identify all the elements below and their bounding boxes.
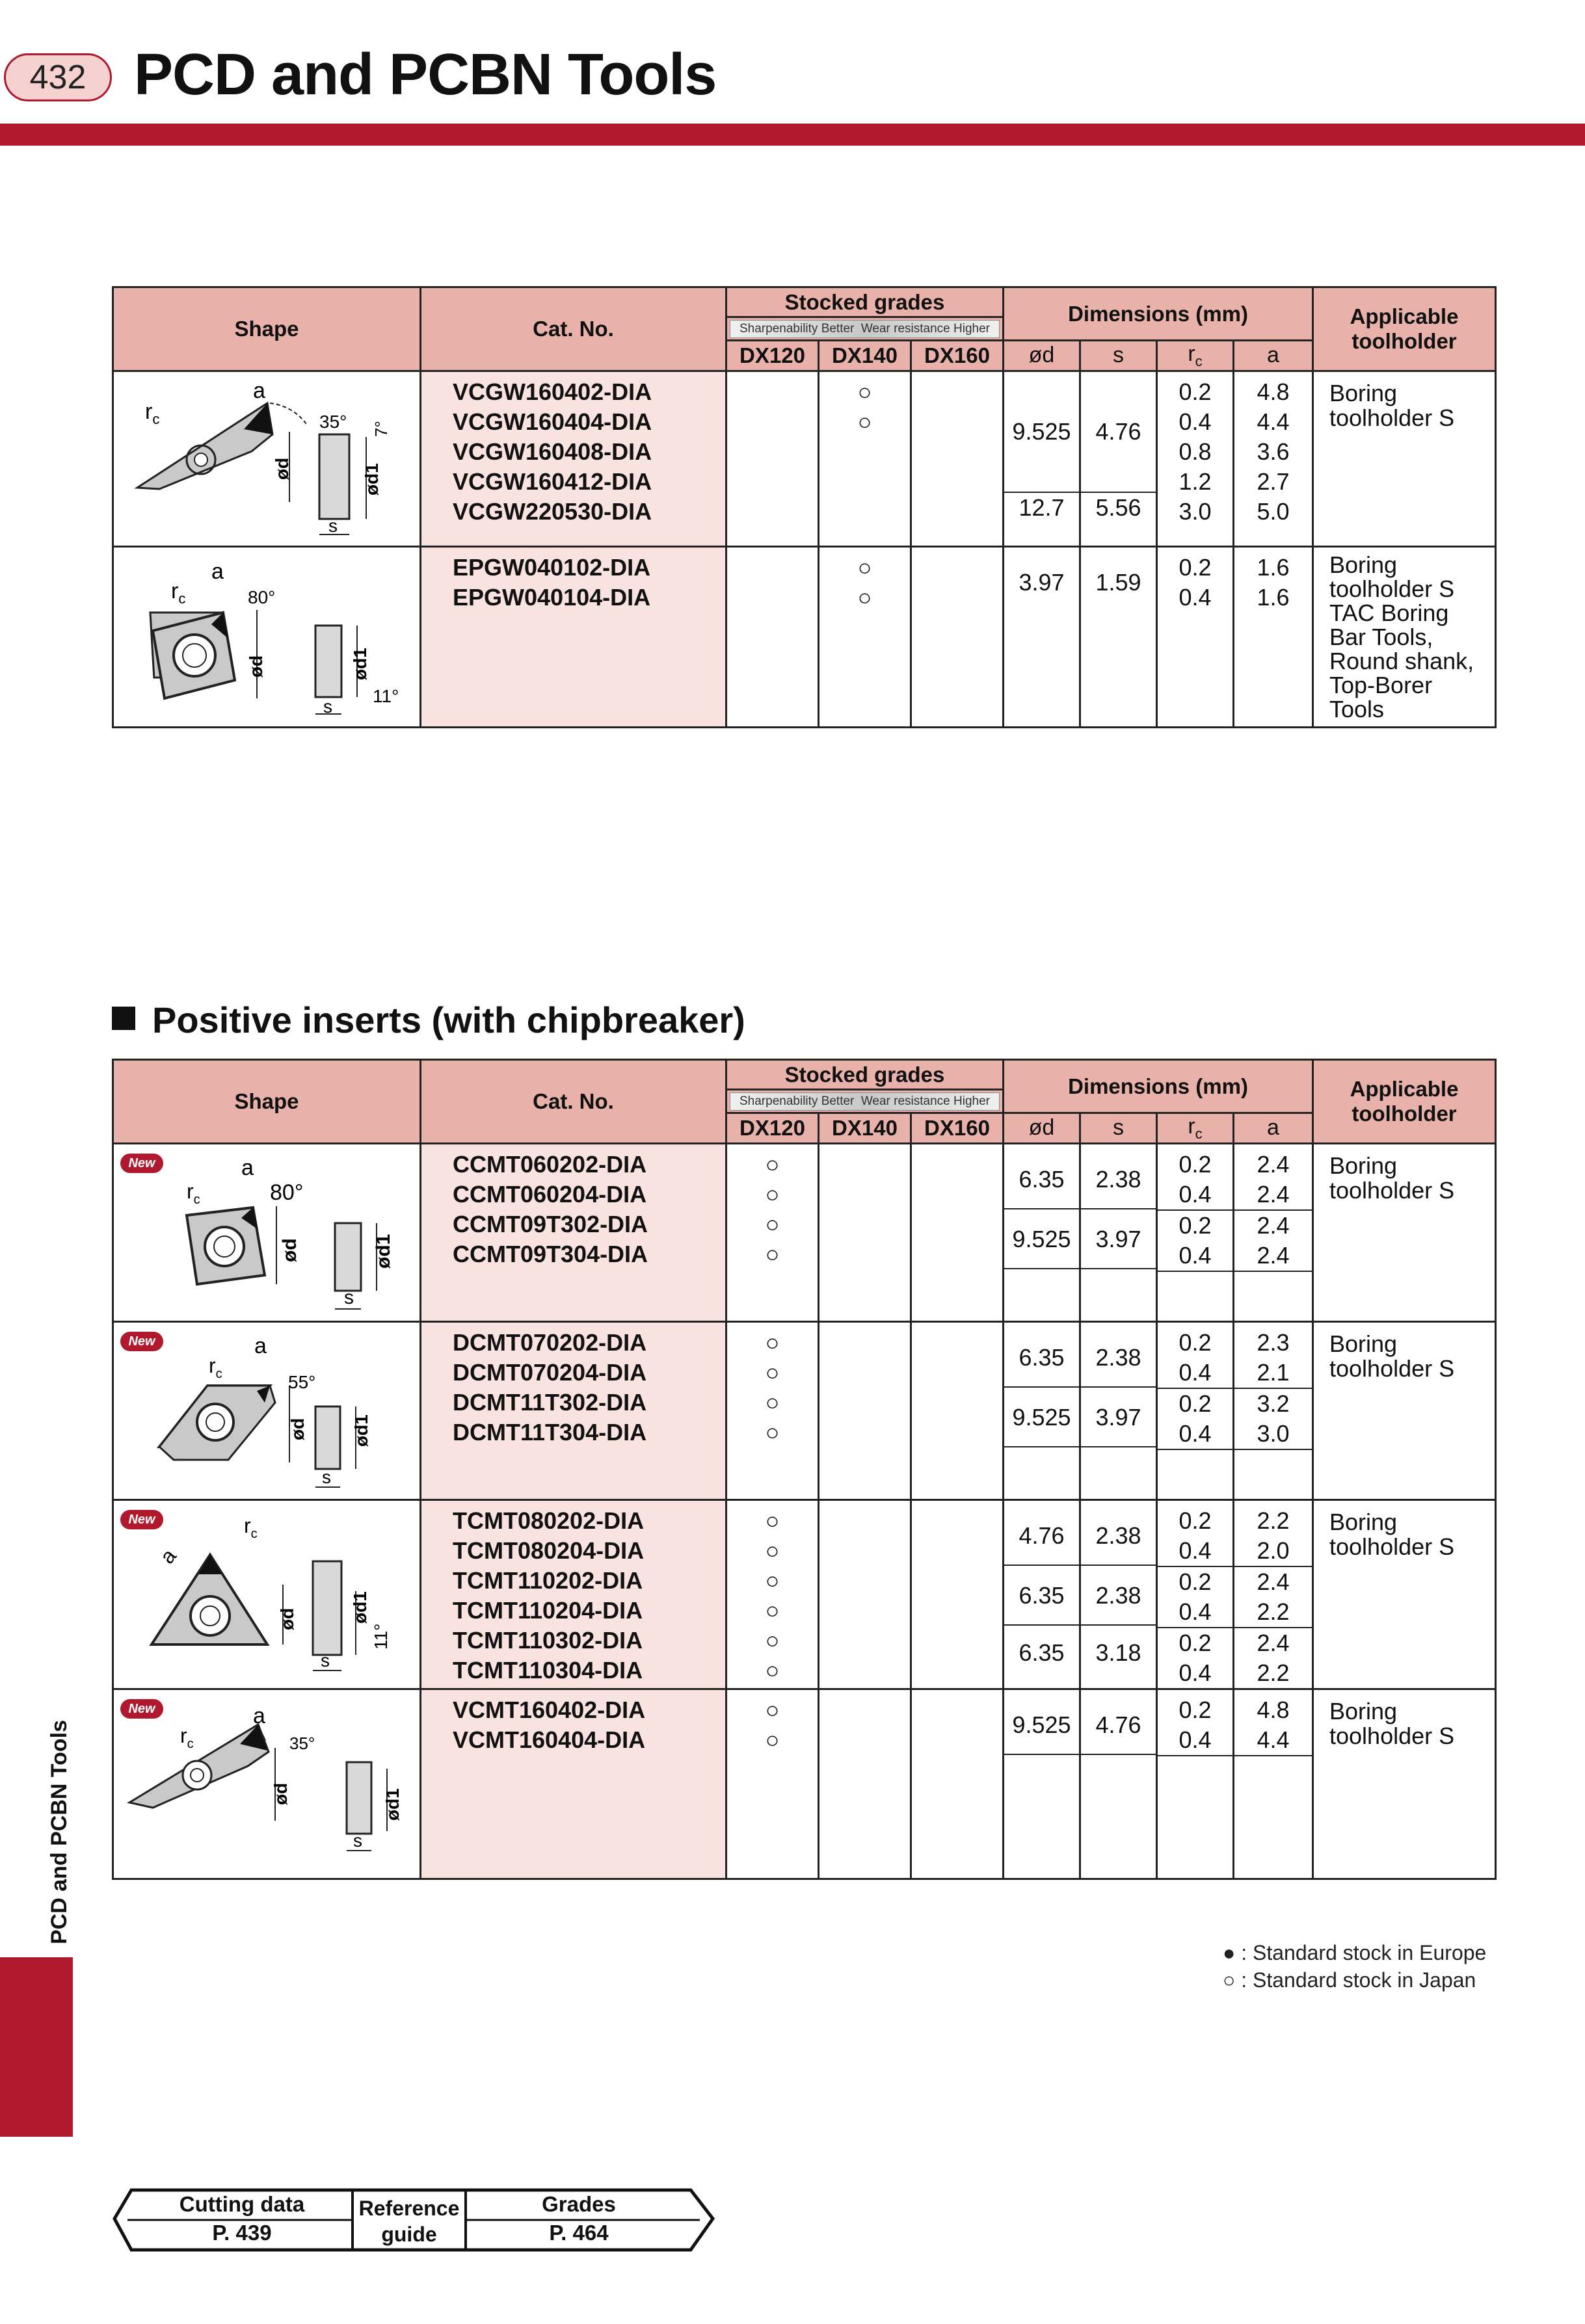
- a-value: 2.4: [1257, 1211, 1290, 1239]
- label-rc: $r_c$: [187, 1180, 200, 1208]
- label-rc: $r_c$: [209, 1354, 222, 1382]
- rc-cell: [1157, 1321, 1234, 1499]
- a-value: 2.2: [1257, 1659, 1290, 1686]
- table-row: [113, 546, 1496, 727]
- col-header-cat-no: Cat. No.: [421, 1060, 726, 1144]
- od-cell: [1004, 1143, 1080, 1321]
- label-7deg: 7°: [371, 420, 391, 437]
- cat-no: EPGW040102-DIA: [453, 553, 651, 581]
- stock-mark: ○: [857, 408, 872, 435]
- s-value: 3.97: [1081, 1388, 1156, 1447]
- col-header-stocked-grades: Stocked grades: [726, 1060, 1004, 1090]
- grade-dx120-cell: [726, 371, 819, 546]
- a-value: 5.0: [1257, 497, 1290, 525]
- s-cell: [1080, 1499, 1157, 1689]
- label-rc: $r_c$: [145, 399, 160, 427]
- label-s: s: [344, 1287, 354, 1309]
- table-pcd-inserts: [112, 286, 1497, 728]
- toolholder-text: Boring: [1329, 551, 1398, 578]
- label-s: s: [322, 1467, 331, 1488]
- page-number-badge: 432: [4, 53, 112, 101]
- od-value: 4.76: [1004, 1506, 1079, 1566]
- toolholder-cell: [1313, 1321, 1496, 1499]
- stock-mark: ○: [765, 1507, 780, 1534]
- cat-no: TCMT110302-DIA: [453, 1626, 643, 1654]
- rc-value: 0.2: [1179, 1507, 1212, 1534]
- grade-dx120-cell: [726, 1499, 819, 1689]
- rc-value: 3.0: [1179, 497, 1212, 525]
- bullet-square-icon: [112, 1007, 135, 1030]
- stock-mark: ○: [857, 583, 872, 611]
- rc-value: 0.4: [1158, 1180, 1232, 1211]
- table-row: [113, 1143, 1496, 1321]
- vcmt-insert-diagram: [113, 1689, 421, 1879]
- cat-no: EPGW040104-DIA: [453, 583, 651, 611]
- od-value: 6.35: [1004, 1328, 1079, 1388]
- od-value: 12.7: [1004, 492, 1079, 522]
- label-od1: ød1: [362, 463, 382, 495]
- toolholder-text: Boring: [1329, 1697, 1398, 1724]
- toolholder-label: toolholder: [1352, 328, 1457, 353]
- table-positive-inserts: [112, 1059, 1497, 1880]
- a-cell: [1234, 1689, 1313, 1879]
- grade-dx140-cell: [819, 1143, 911, 1321]
- label-od: ød: [272, 457, 292, 480]
- nav-reference-guide-line2[interactable]: guide: [381, 2223, 437, 2246]
- cat-no: VCMT160402-DIA: [453, 1696, 646, 1723]
- s-value: 2.38: [1081, 1150, 1156, 1209]
- grade-dx160-cell: [911, 546, 1004, 727]
- label-od1: ød1: [350, 1591, 370, 1624]
- wear-resistance-label: Wear resistance Higher: [860, 321, 990, 336]
- nav-grades-page[interactable]: P. 464: [549, 2221, 609, 2245]
- a-value: 2.0: [1234, 1536, 1312, 1567]
- label-a: a: [211, 559, 224, 584]
- cat-no-cell: [421, 1143, 726, 1321]
- col-header-stocked-grades: Stocked grades: [726, 287, 1004, 317]
- cat-no: VCGW160402-DIA: [453, 378, 652, 405]
- col-header-shape: Shape: [113, 287, 421, 371]
- cat-no: VCGW220530-DIA: [453, 497, 652, 525]
- a-value: 4.4: [1257, 408, 1290, 435]
- s-value: 3.18: [1095, 1639, 1141, 1666]
- sharpenability-label: Sharpenability Better: [739, 1094, 855, 1108]
- cat-no: VCGW160404-DIA: [453, 408, 652, 435]
- cat-no-cell: [421, 1321, 726, 1499]
- a-value: 2.4: [1257, 1629, 1290, 1656]
- rc-value: 0.2: [1179, 1568, 1212, 1595]
- new-badge: New: [120, 1332, 163, 1351]
- a-value: 4.8: [1257, 378, 1290, 405]
- rc-value: 0.2: [1179, 1696, 1212, 1723]
- rc-value: 0.8: [1179, 438, 1212, 465]
- label-a: a: [253, 378, 265, 403]
- toolholder-text: Bar Tools,: [1329, 623, 1433, 650]
- toolholder-text: toolholder S: [1329, 1533, 1455, 1560]
- label-11deg: 11°: [373, 685, 399, 706]
- dcmt-insert-diagram: [113, 1321, 421, 1499]
- dim-a: a: [1234, 1113, 1313, 1144]
- cat-no: CCMT060204-DIA: [453, 1180, 647, 1208]
- dim-s: s: [1080, 1113, 1157, 1144]
- label-s: s: [323, 696, 332, 717]
- side-tab-bar: [0, 1957, 73, 2137]
- toolholder-cell: [1313, 1689, 1496, 1879]
- label-11deg: 11°: [371, 1623, 391, 1650]
- stock-mark: ○: [857, 553, 872, 581]
- table-row: [113, 371, 1496, 546]
- stock-mark: ○: [765, 1210, 780, 1237]
- cat-no: VCGW160412-DIA: [453, 468, 652, 495]
- cat-no: TCMT080204-DIA: [453, 1537, 645, 1564]
- stock-legend: [1223, 1939, 1486, 1994]
- s-value: 2.38: [1081, 1328, 1156, 1388]
- toolholder-cell: [1313, 371, 1496, 546]
- a-value: 2.4: [1234, 1180, 1312, 1211]
- cat-no-cell: [421, 371, 726, 546]
- stock-mark: ○: [765, 1656, 780, 1684]
- new-badge: New: [120, 1154, 163, 1173]
- rc-value: 0.4: [1179, 408, 1212, 435]
- cat-no: TCMT080202-DIA: [453, 1507, 645, 1534]
- s-value: 5.56: [1081, 492, 1156, 522]
- a-value: 2.4: [1257, 1568, 1290, 1595]
- rc-value: 0.4: [1179, 583, 1212, 611]
- label-35deg: 35°: [289, 1734, 315, 1754]
- a-value: 4.8: [1257, 1696, 1290, 1723]
- cat-no: TCMT110202-DIA: [453, 1566, 643, 1594]
- od-value: 3.97: [1019, 568, 1065, 596]
- label-a: a: [241, 1155, 254, 1181]
- label-s: s: [353, 1830, 362, 1851]
- a-cell: [1234, 1499, 1313, 1689]
- rc-value: 0.2: [1179, 1328, 1212, 1356]
- wear-resistance-label: Wear resistance Higher: [860, 1094, 990, 1108]
- cat-no: CCMT09T304-DIA: [453, 1240, 648, 1267]
- a-cell: [1234, 1321, 1313, 1499]
- label-od: ød: [279, 1238, 300, 1263]
- label-s: s: [328, 515, 338, 536]
- dim-s: s: [1080, 341, 1157, 371]
- stock-mark: ○: [765, 1328, 780, 1356]
- grade-dx160-cell: [911, 371, 1004, 546]
- stock-mark: ○: [765, 1150, 780, 1178]
- a-value: 2.3: [1257, 1328, 1290, 1356]
- grade-dx120-cell: [726, 1689, 819, 1879]
- table-row: [113, 1689, 1496, 1879]
- nav-reference-guide-line1[interactable]: Reference: [358, 2197, 460, 2220]
- sharpenability-label: Sharpenability Better: [739, 321, 855, 336]
- col-header-dimensions: Dimensions (mm): [1004, 287, 1313, 341]
- rc-value: 0.4: [1158, 1536, 1232, 1567]
- label-rc: $r_c$: [180, 1724, 194, 1752]
- nav-grades-label[interactable]: Grades: [542, 2192, 616, 2216]
- toolholder-text: Boring: [1329, 1508, 1398, 1535]
- stock-mark: ○: [765, 1566, 780, 1594]
- rc-value: 0.4: [1158, 1419, 1232, 1450]
- od-value: 9.525: [1012, 417, 1071, 445]
- cat-no-cell: [421, 546, 726, 727]
- s-value: 1.59: [1095, 568, 1141, 596]
- rc-value: 0.2: [1179, 378, 1212, 405]
- nav-cutting-data-page[interactable]: P. 439: [212, 2221, 272, 2245]
- toolholder-text: TAC Boring: [1329, 599, 1449, 626]
- cat-no: DCMT070202-DIA: [453, 1328, 647, 1356]
- rc-value: 0.4: [1158, 1597, 1232, 1628]
- rc-value: 0.2: [1179, 1629, 1212, 1656]
- table-row: [113, 1321, 1496, 1499]
- cat-no: DCMT070204-DIA: [453, 1358, 647, 1386]
- label-od: ød: [246, 655, 266, 678]
- a-value: 2.2: [1257, 1507, 1290, 1534]
- grade-dx120-cell: [726, 1321, 819, 1499]
- grade-dx120-cell: [726, 1143, 819, 1321]
- dim-od: ød: [1004, 341, 1080, 371]
- label-s: s: [321, 1650, 330, 1670]
- toolholder-text: toolholder S: [1329, 404, 1455, 431]
- toolholder-text: Top-Borer: [1329, 671, 1433, 698]
- ccmt-insert-diagram: [113, 1143, 421, 1321]
- rc-value: 0.2: [1179, 1150, 1212, 1178]
- stock-mark: ○: [765, 1180, 780, 1208]
- s-cell: [1080, 1321, 1157, 1499]
- stock-mark: ○: [765, 1240, 780, 1267]
- cat-no: VCMT160404-DIA: [453, 1726, 646, 1753]
- od-cell: [1004, 546, 1080, 727]
- grade-dx140: DX140: [819, 1113, 911, 1144]
- page-title: PCD and PCBN Tools: [134, 42, 717, 107]
- s-cell: [1080, 1689, 1157, 1879]
- col-header-applicable-toolholder: [1313, 1060, 1496, 1144]
- od-value: 9.525: [1004, 1695, 1079, 1755]
- a-value: 2.2: [1234, 1597, 1312, 1628]
- tcmt-insert-diagram: [113, 1499, 421, 1689]
- grade-dx160: DX160: [911, 341, 1004, 371]
- a-value: 2.4: [1257, 1150, 1290, 1178]
- a-cell: [1234, 371, 1313, 546]
- rc-cell: [1157, 371, 1234, 546]
- cat-no: DCMT11T304-DIA: [453, 1418, 647, 1446]
- dim-od: ød: [1004, 1113, 1080, 1144]
- cat-no-cell: [421, 1689, 726, 1879]
- header-rule: [0, 124, 1585, 146]
- label-rc: $r_c$: [171, 578, 186, 607]
- toolholder-text: Tools: [1329, 695, 1385, 722]
- label-od1: ød1: [350, 648, 370, 680]
- toolholder-text: Round shank,: [1329, 647, 1474, 674]
- toolholder-text: toolholder S: [1329, 1722, 1455, 1749]
- grade-dx160-cell: [911, 1321, 1004, 1499]
- rc-value: 1.2: [1179, 468, 1212, 495]
- grade-dx160-cell: [911, 1143, 1004, 1321]
- rc-cell: [1157, 1689, 1234, 1879]
- label-od: ød: [277, 1607, 297, 1630]
- od-cell: [1004, 1499, 1080, 1689]
- grade-dx160-cell: [911, 1499, 1004, 1689]
- grade-scale: [726, 1090, 1004, 1113]
- a-value: 3.0: [1234, 1419, 1312, 1450]
- cat-no: CCMT09T302-DIA: [453, 1210, 648, 1237]
- col-header-applicable-toolholder: [1313, 287, 1496, 371]
- stock-mark: ○: [765, 1726, 780, 1753]
- cat-no: TCMT110304-DIA: [453, 1656, 643, 1684]
- grade-dx140-cell: [819, 1499, 911, 1689]
- toolholder-label: toolholder: [1352, 1101, 1457, 1126]
- vcgw-insert-diagram: [113, 371, 421, 546]
- s-cell: [1080, 546, 1157, 727]
- s-value: 2.38: [1081, 1566, 1156, 1626]
- s-cell: [1080, 371, 1157, 546]
- s-value: 3.97: [1081, 1209, 1156, 1269]
- applicable-label: Applicable: [1350, 1076, 1459, 1101]
- grade-dx140-cell: [819, 546, 911, 727]
- toolholder-text: toolholder S: [1329, 575, 1455, 602]
- od-cell: [1004, 1689, 1080, 1879]
- label-od: ød: [271, 1783, 291, 1806]
- dim-rc: $r_c$: [1157, 1113, 1234, 1144]
- cat-no-cell: [421, 1499, 726, 1689]
- toolholder-text: Boring: [1329, 379, 1398, 406]
- dim-a: a: [1234, 341, 1313, 371]
- label-od1: ød1: [351, 1414, 371, 1447]
- rc-value: 0.2: [1179, 1390, 1212, 1417]
- grade-dx160-cell: [911, 1689, 1004, 1879]
- toolholder-cell: [1313, 546, 1496, 727]
- rc-value: 0.4: [1158, 1241, 1232, 1272]
- rc-value: 0.4: [1158, 1358, 1232, 1389]
- a-cell: [1234, 1143, 1313, 1321]
- label-80deg: 80°: [248, 587, 276, 607]
- a-cell: [1234, 546, 1313, 727]
- col-header-dimensions: Dimensions (mm): [1004, 1060, 1313, 1113]
- a-value: 1.6: [1257, 553, 1290, 581]
- grade-dx140: DX140: [819, 341, 911, 371]
- od-value: 6.35: [1004, 1566, 1079, 1626]
- toolholder-text: Boring: [1329, 1330, 1398, 1357]
- stock-mark: ○: [765, 1358, 780, 1386]
- dim-rc: $r_c$: [1157, 341, 1234, 371]
- toolholder-text: toolholder S: [1329, 1176, 1455, 1204]
- s-value: 4.76: [1081, 1695, 1156, 1755]
- side-tab-label: PCD and PCBN Tools: [47, 1719, 72, 1944]
- cat-no: DCMT11T302-DIA: [453, 1388, 647, 1416]
- toolholder-cell: [1313, 1499, 1496, 1689]
- toolholder-text: Boring: [1329, 1152, 1398, 1179]
- label-od1: ød1: [373, 1234, 394, 1269]
- cat-no: CCMT060202-DIA: [453, 1150, 647, 1178]
- stock-mark: ○: [765, 1596, 780, 1624]
- table-row: [113, 1499, 1496, 1689]
- col-header-cat-no: Cat. No.: [421, 287, 726, 371]
- od-value: 6.35: [1019, 1639, 1065, 1666]
- s-cell: [1080, 1143, 1157, 1321]
- stock-mark: ○: [765, 1388, 780, 1416]
- new-badge: New: [120, 1699, 163, 1719]
- grade-dx140-cell: [819, 371, 911, 546]
- col-header-shape: Shape: [113, 1060, 421, 1144]
- label-rc: $r_c$: [244, 1513, 258, 1541]
- grade-dx160: DX160: [911, 1113, 1004, 1144]
- stock-mark: ○: [857, 378, 872, 405]
- stock-mark: ○: [765, 1696, 780, 1723]
- s-value: 2.38: [1081, 1506, 1156, 1566]
- grade-scale: [726, 317, 1004, 341]
- rc-value: 0.2: [1179, 553, 1212, 581]
- a-value: 2.7: [1257, 468, 1290, 495]
- label-55deg: 55°: [288, 1372, 316, 1393]
- label-80deg: 80°: [270, 1180, 304, 1206]
- od-cell: [1004, 371, 1080, 546]
- rc-value: 0.2: [1179, 1211, 1212, 1239]
- rc-value: 0.4: [1158, 1725, 1232, 1756]
- grade-dx140-cell: [819, 1321, 911, 1499]
- od-cell: [1004, 1321, 1080, 1499]
- applicable-label: Applicable: [1350, 304, 1459, 328]
- section-title: Positive inserts (with chipbreaker): [112, 999, 745, 1041]
- a-value: 3.6: [1257, 438, 1290, 465]
- od-value: 9.525: [1004, 1209, 1079, 1269]
- label-od1: ød1: [382, 1788, 403, 1821]
- label-a: a: [254, 1334, 267, 1359]
- s-value: 4.76: [1095, 417, 1141, 445]
- a-value: 1.6: [1257, 583, 1290, 611]
- rc-cell: [1157, 1499, 1234, 1689]
- nav-cutting-data-label[interactable]: Cutting data: [179, 2192, 305, 2216]
- label-a: a: [155, 1544, 181, 1568]
- od-value: 6.35: [1004, 1150, 1079, 1209]
- bottom-nav: [112, 2185, 717, 2256]
- rc-cell: [1157, 546, 1234, 727]
- grade-dx140-cell: [819, 1689, 911, 1879]
- a-value: 3.2: [1257, 1390, 1290, 1417]
- grade-dx120: DX120: [726, 341, 819, 371]
- grade-dx120: DX120: [726, 1113, 819, 1144]
- label-a: a: [253, 1704, 265, 1729]
- stock-mark: ○: [765, 1418, 780, 1446]
- legend-japan: ○ : Standard stock in Japan: [1223, 1968, 1476, 1992]
- cat-no: TCMT110204-DIA: [453, 1596, 643, 1624]
- label-od: ød: [287, 1418, 308, 1441]
- stock-mark: ○: [765, 1537, 780, 1564]
- new-badge: New: [120, 1510, 163, 1529]
- epgw-insert-diagram: [113, 546, 421, 727]
- od-value: 9.525: [1004, 1388, 1079, 1447]
- toolholder-text: toolholder S: [1329, 1354, 1455, 1382]
- a-value: 2.1: [1234, 1358, 1312, 1389]
- label-35deg: 35°: [319, 411, 347, 432]
- rc-value: 0.4: [1179, 1659, 1212, 1686]
- a-value: 4.4: [1234, 1725, 1312, 1756]
- grade-dx120-cell: [726, 546, 819, 727]
- cat-no: VCGW160408-DIA: [453, 438, 652, 465]
- toolholder-cell: [1313, 1143, 1496, 1321]
- a-value: 2.4: [1234, 1241, 1312, 1272]
- rc-cell: [1157, 1143, 1234, 1321]
- stock-mark: ○: [765, 1626, 780, 1654]
- legend-europe: ● : Standard stock in Europe: [1223, 1941, 1487, 1964]
